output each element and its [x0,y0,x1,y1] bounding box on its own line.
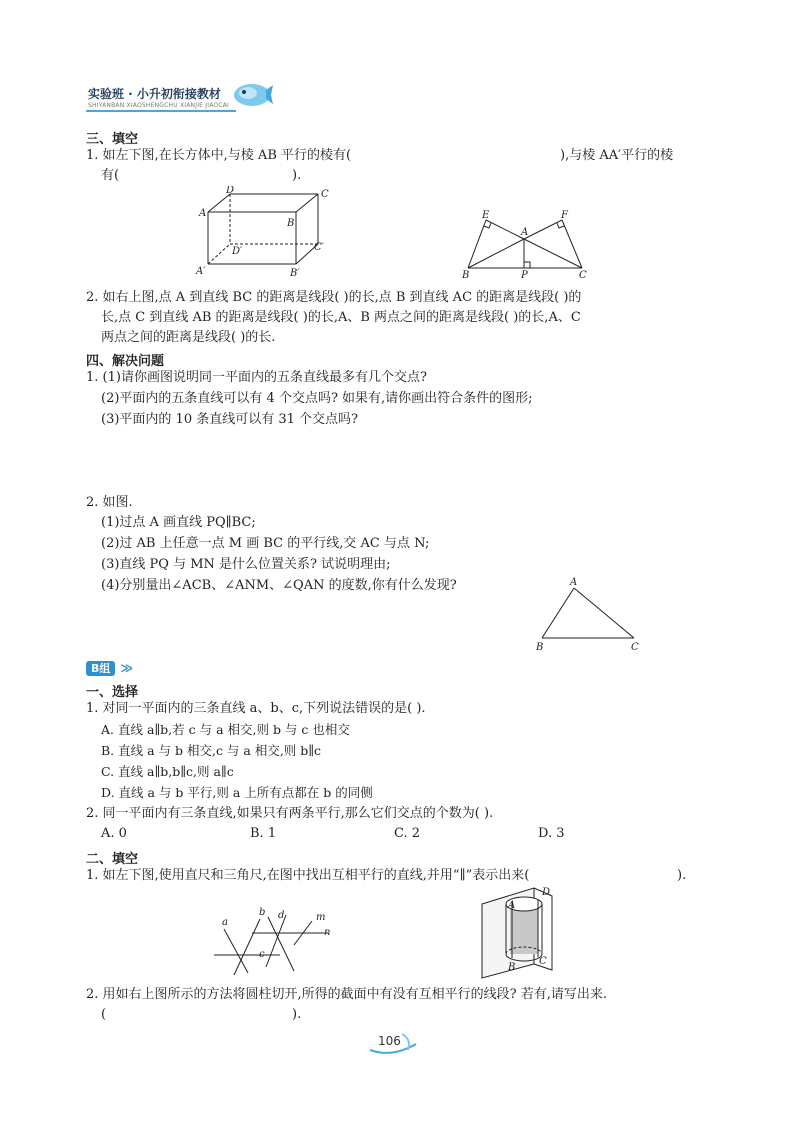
label-d: d [278,910,285,921]
group-b-header [86,657,133,676]
brand-logo-icon [230,80,274,110]
label-B: B [287,218,295,229]
label-F: F [561,210,568,221]
question-text: 1. 对同一平面内的三条直线 a、b、c,下列说法错误的是( ). [86,701,426,716]
option-c: C. 2 [394,826,421,841]
option-b: B. 1 [250,826,277,841]
label-A-prime: A′ [196,266,206,277]
label-D: D [542,887,551,898]
option-a: A. 0 [101,826,127,841]
right-angle-f [557,223,564,228]
label-C: C [631,642,639,653]
section-heading: 一、选择 [86,685,139,700]
label-A: A [521,227,529,238]
line-a [224,929,248,973]
question-text: 1. 如左下图,在长方体中,与棱 AB 平行的棱有( [86,148,352,163]
edge-ad [208,194,230,212]
label-P: P [521,270,528,280]
label-D-prime: D′ [232,246,243,257]
question-text: (1)过点 A 画直线 PQ∥BC; [101,515,256,530]
header-underline [86,110,236,112]
label-c: c [259,949,265,960]
brand-subtitle: SHIYANBAN XIAOSHENGCHU XIANJIE JIAOCAI [88,102,229,109]
question-text: 两点之间的距离是线段( )的长. [101,330,276,345]
label-A: A [570,577,578,588]
header-brand [82,80,272,114]
line-ba [468,239,524,268]
option-c: C. 直线 a∥b,b∥c,则 a∥c [101,764,234,779]
section-heading: 二、填空 [86,852,139,867]
label-C: C [579,270,587,280]
question-text: 2. 用如右上图所示的方法将圆柱切开,所得的截面中有没有互相平行的线段? 若有,请写出来. [86,987,608,1002]
side-ac [574,588,634,638]
double-chevron-icon: ≫ [120,661,134,675]
question-text: 长,点 C 到直线 AB 的距离是线段( )的长,A、B 两点之间的距离是线段( )的长,A、C [101,310,581,325]
question-text: (2)平面内的五条直线可以有 4 个交点吗? 如果有,请你画出符合条件的图形; [101,391,533,406]
question-text: ( [101,1007,107,1022]
question-text: 有( [101,168,120,183]
cylinder-cut-figure [472,882,572,982]
edge-bc [296,194,318,212]
line-ae-extension [486,220,524,239]
triangle-distance-figure [458,208,598,280]
label-C-prime: C′ [314,242,324,253]
question-text: (2)过 AB 上任意一点 M 画 BC 的平行线,交 AC 与点 N; [101,536,430,551]
label-A: A [508,900,516,911]
option-b: B. 直线 a 与 b 相交,c 与 a 相交,则 b∥c [101,743,322,758]
line-be [468,220,486,268]
label-a: a [222,917,228,928]
label-B-prime: B′ [290,268,300,278]
side-ab [542,588,574,638]
line-d [266,915,286,967]
line-cf [562,220,582,268]
question-text: ),与棱 AA′平行的棱 [560,148,674,163]
label-C: C [539,956,547,967]
label-A: A [199,208,207,219]
option-d: D. 3 [538,826,565,841]
line-af-extension [524,220,562,239]
brand-title: 实验班 · 小升初衔接教材 [88,87,221,101]
parallel-lines-figure [210,905,335,980]
question-text: 1. (1)请你画图说明同一平面内的五条直线最多有几个交点? [86,370,427,385]
question-text: ). [677,868,687,883]
page-number-badge [362,1030,422,1056]
section-heading: 四、解决问题 [86,354,165,369]
option-a: A. 直线 a∥b,若 c 与 a 相交,则 b 与 c 也相交 [101,722,350,737]
edge-ad-hidden [208,244,230,264]
label-B: B [508,962,516,973]
line-b-right [268,917,294,971]
triangle-abc-figure [530,572,645,654]
group-b-badge: B组 [86,661,115,676]
question-text: 2. 同一平面内有三条直线,如果只有两条平行,那么它们交点的个数为( ). [86,806,494,821]
section-heading: 三、填空 [86,132,139,147]
question-text: 2. 如右上图,点 A 到直线 BC 的距离是线段( )的长,点 B 到直线 AC 的距离是线段( )的 [86,290,582,305]
question-text: (4)分别量出∠ACB、∠ANM、∠QAN 的度数,你有什么发现? [101,578,457,593]
label-B: B [536,642,544,653]
label-C: C [321,189,329,200]
label-B: B [462,270,470,280]
page-number: 106 [378,1034,401,1048]
question-text: ). [292,168,302,183]
line-b-left [234,919,260,975]
label-b: b [259,907,266,918]
question-text: 2. 如图. [86,495,133,510]
line-ca [524,239,582,268]
cuboid-figure [192,186,332,278]
question-text: (3)直线 PQ 与 MN 是什么位置关系? 试说明理由; [101,557,391,572]
question-text: 1. 如左下图,使用直尺和三角尺,在图中找出互相平行的直线,并用“∥”表示出来( [86,868,530,883]
option-d: D. 直线 a 与 b 平行,则 a 上所有点都在 b 的同侧 [101,785,373,800]
label-E: E [482,210,490,221]
label-n: n [324,927,331,938]
label-m: m [316,912,326,923]
question-text: (3)平面内的 10 条直线可以有 31 个交点吗? [101,412,358,427]
label-D: D [226,186,235,196]
question-text: ). [292,1007,302,1022]
right-angle-p [524,262,530,268]
